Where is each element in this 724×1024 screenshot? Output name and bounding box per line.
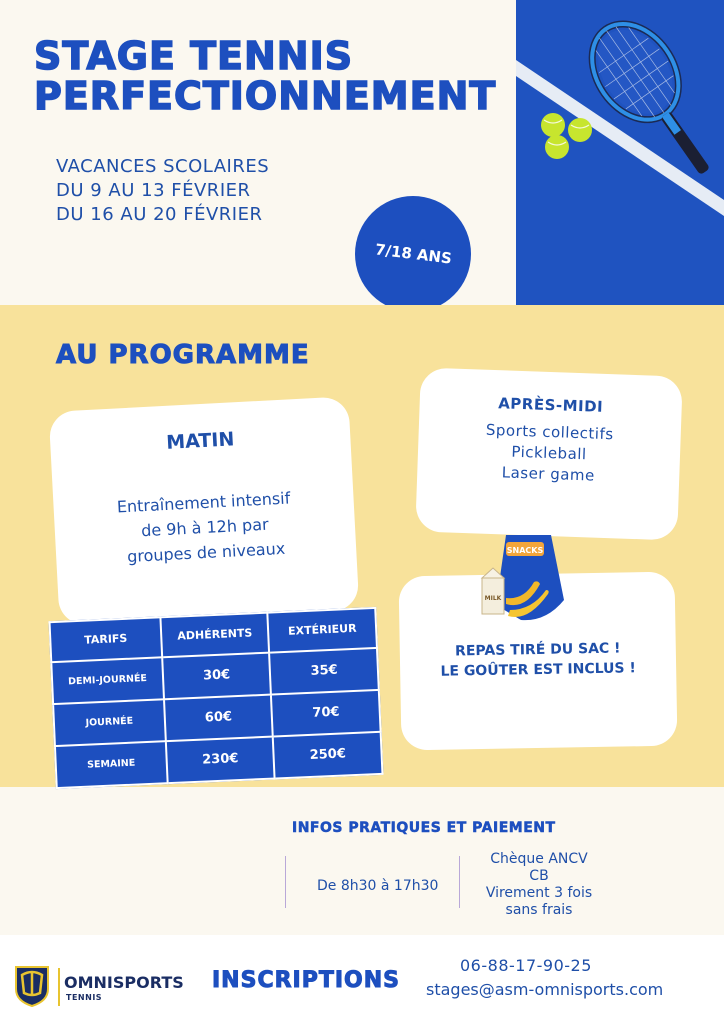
phone-number[interactable]: 06-88-17-90-25 (460, 956, 592, 975)
apres-midi-card (415, 367, 683, 540)
tarif-exterieur: 250€ (273, 732, 382, 779)
snacks-label: SNACKS (506, 546, 544, 555)
matin-title: MATIN (165, 428, 235, 454)
repas-line-2: LE GOÛTER EST INCLUS ! (440, 660, 636, 680)
tarif-adherents: 230€ (166, 736, 275, 783)
inscriptions-heading: INSCRIPTIONS (212, 968, 400, 993)
tarif-row-label: SEMAINE (55, 741, 168, 788)
tennis-racket-icon (516, 0, 724, 305)
paiement-item: Chèque ANCV (490, 851, 588, 867)
tarif-exterieur: 35€ (269, 648, 378, 695)
exterieur-header: EXTÉRIEUR (268, 608, 377, 652)
adherents-header: ADHÉRENTS (160, 613, 269, 657)
activity-item: Laser game (501, 463, 596, 485)
matin-line: de 9h à 12h par (140, 514, 270, 541)
paiement-item: Virement 3 fois (485, 885, 593, 901)
paiement-item: CB (529, 868, 549, 884)
tarif-adherents: 30€ (162, 652, 271, 699)
divider (285, 856, 286, 908)
apres-midi-title: APRÈS-MIDI (497, 394, 604, 416)
email-address[interactable]: stages@asm-omnisports.com (426, 980, 664, 999)
age-badge (355, 196, 471, 312)
apres-midi-list (417, 417, 681, 489)
age-badge-label: 7/18 ANS (373, 240, 453, 268)
matin-line: groupes de niveaux (126, 538, 286, 567)
tennis-court-photo (516, 0, 724, 305)
snack-bag-illustration (476, 530, 576, 630)
tarif-row-label: JOURNÉE (53, 699, 166, 746)
programme-heading: AU PROGRAMME (56, 340, 310, 370)
paiement-list (478, 851, 600, 919)
repas-line-1: REPAS TIRÉ DU SAC ! (454, 640, 621, 660)
tarif-adherents: 60€ (164, 694, 273, 741)
matin-card (49, 396, 360, 625)
activity-item: Pickleball (511, 442, 587, 464)
tarif-row-label: DEMI-JOURNÉE (51, 657, 164, 704)
matin-line: Entraînement intensif (116, 488, 291, 517)
logo-name: OMNISPORTS (64, 973, 184, 992)
dates-line-3: DU 16 AU 20 FÉVRIER (56, 204, 263, 225)
milk-label: MILK (484, 595, 502, 602)
title-line-1: STAGE TENNIS (34, 34, 354, 78)
horaires-text: De 8h30 à 17h30 (317, 878, 439, 894)
title-line-2: PERFECTIONNEMENT (34, 74, 497, 118)
tarifs-header: TARIFS (50, 617, 162, 662)
tarif-exterieur: 70€ (271, 690, 380, 737)
matin-description (53, 482, 357, 573)
dates-line-2: DU 9 AU 13 FÉVRIER (56, 180, 251, 201)
activity-item: Sports collectifs (485, 420, 614, 444)
divider (459, 856, 460, 908)
tarifs-table (48, 607, 383, 789)
infos-title: INFOS PRATIQUES ET PAIEMENT (292, 820, 556, 836)
logo-separator (58, 968, 60, 1006)
asm-shield-logo-icon (14, 965, 50, 1007)
logo-subtitle: TENNIS (66, 993, 103, 1002)
dates-line-1: VACANCES SCOLAIRES (56, 156, 270, 177)
paiement-item: sans frais (505, 902, 573, 918)
